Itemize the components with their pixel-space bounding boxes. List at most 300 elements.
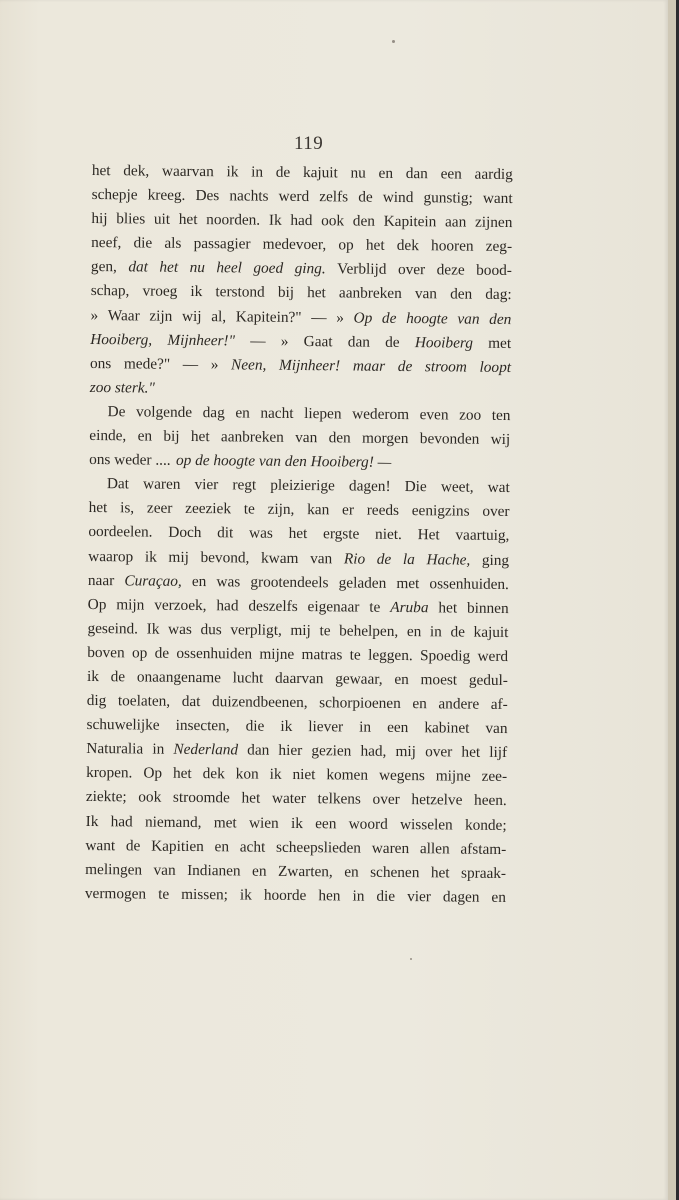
word: water	[271, 790, 306, 808]
word: dus	[200, 620, 222, 639]
word: dagen	[442, 888, 480, 906]
word: geseind.	[87, 619, 139, 638]
word: mij	[290, 621, 311, 639]
word: passagier	[193, 235, 251, 253]
word: grootendeels	[250, 573, 329, 591]
italic-word: den	[489, 310, 512, 328]
word: die	[133, 234, 153, 252]
word: den	[352, 212, 376, 230]
word: Spoedig	[419, 647, 471, 665]
word: ossenhuiden.	[429, 574, 510, 593]
word: nacht	[260, 404, 294, 422]
word: te	[158, 885, 170, 903]
italic-word: loopt	[479, 358, 512, 376]
word: zijnen	[474, 213, 513, 232]
word: zeeziek	[185, 500, 232, 518]
italic-word: Hache,	[426, 550, 471, 569]
word: met	[396, 574, 420, 592]
word: van	[153, 861, 176, 879]
word: die	[376, 887, 396, 905]
word: Naturalia	[86, 740, 144, 758]
word: weet,	[440, 478, 474, 496]
word: in	[352, 887, 365, 905]
word: ik	[144, 548, 157, 566]
word: dagen!	[348, 477, 391, 496]
word: te	[243, 500, 255, 518]
word: uit	[153, 210, 171, 228]
word: ook	[138, 788, 162, 807]
word: gezien	[311, 742, 352, 760]
word: geladen	[338, 573, 387, 592]
word: neef,	[91, 234, 122, 252]
word: woord	[348, 815, 388, 833]
word: mijne	[435, 767, 471, 786]
italic-text-run: op de hoogte van den Hooiberg! —	[175, 451, 392, 472]
word: eenigzins	[411, 502, 470, 520]
word: en	[137, 427, 153, 445]
word: een	[440, 165, 462, 183]
word: ergste	[323, 525, 360, 543]
text-line	[85, 882, 506, 910]
word: het	[438, 599, 458, 617]
word: van	[414, 285, 438, 303]
word: een	[315, 814, 337, 832]
word: volgende	[135, 403, 193, 421]
italic-word: nu	[189, 259, 206, 277]
word: werd	[477, 647, 509, 665]
word: want	[482, 189, 513, 208]
word: te	[349, 646, 361, 664]
word: waren	[142, 475, 181, 494]
word: leggen.	[368, 646, 413, 664]
italic-word: heel	[216, 259, 242, 277]
word: de	[358, 188, 373, 206]
word: kon	[235, 765, 259, 783]
word: lucht	[232, 669, 264, 687]
word: schuwelijke	[86, 716, 160, 734]
italic-word: Hooiberg	[414, 333, 474, 352]
word: wien	[248, 814, 279, 832]
word: wat	[487, 479, 510, 497]
word: dek	[396, 237, 419, 255]
word: —	[182, 355, 199, 373]
word: al,	[211, 307, 227, 325]
word: mij	[168, 548, 189, 566]
word: zeg-	[485, 238, 513, 256]
word: het	[307, 284, 326, 302]
word: was	[168, 620, 192, 638]
word: dan	[405, 165, 428, 183]
word: toelaten,	[117, 692, 171, 710]
word: acht	[239, 838, 266, 856]
word: —	[250, 332, 266, 350]
word: Op	[143, 764, 163, 783]
word: telkens	[317, 790, 362, 809]
word: het	[91, 161, 111, 180]
word: en	[394, 670, 409, 689]
word: te	[369, 598, 381, 616]
word: vier	[194, 476, 219, 494]
word: dig	[86, 692, 107, 710]
word: Kapitien	[151, 837, 204, 855]
word: de	[110, 668, 126, 686]
text-line	[90, 304, 511, 332]
word: terstond	[215, 283, 265, 302]
word: schepje	[91, 186, 138, 204]
word: wij	[181, 307, 202, 325]
word: allen	[419, 839, 450, 858]
word: op	[131, 644, 148, 662]
word: Des	[195, 187, 220, 205]
word: wisselen	[399, 815, 453, 834]
word: kajuit	[302, 164, 338, 182]
word: en	[214, 837, 230, 855]
word: ging	[481, 551, 510, 569]
word: ook	[321, 212, 345, 230]
word: aardig	[474, 165, 513, 184]
word: »	[90, 306, 99, 324]
word: blies	[116, 210, 146, 228]
italic-word: de	[397, 357, 413, 375]
word: mijn	[116, 595, 145, 614]
word: liepen	[304, 404, 342, 423]
word: Die	[404, 478, 427, 496]
word: had,	[360, 742, 387, 761]
word: dat	[181, 692, 201, 711]
word: mede?"	[123, 355, 171, 373]
word: had	[216, 596, 239, 615]
word: nu	[350, 164, 366, 182]
italic-text-run: zoo sterk."	[89, 378, 155, 397]
word: onaangename	[136, 668, 222, 687]
word: afstam-	[460, 840, 507, 858]
word: Dat	[106, 475, 130, 493]
word: was	[216, 572, 241, 591]
page-number: 119	[294, 133, 324, 154]
word: dek	[202, 765, 225, 783]
word: deze	[436, 261, 465, 279]
word: Op	[87, 595, 107, 613]
word: mijne	[259, 645, 295, 663]
word: den	[450, 285, 473, 304]
word: waren	[371, 839, 410, 857]
word: het	[172, 765, 192, 783]
word: vroeg	[142, 282, 178, 301]
italic-word: Rio	[343, 549, 366, 568]
text-line	[86, 713, 507, 741]
word: even	[419, 406, 449, 424]
word: ik	[280, 717, 293, 736]
word: Kapitein	[383, 212, 437, 231]
word: die	[245, 717, 265, 735]
word: vaartuig,	[455, 526, 510, 545]
word: de	[450, 623, 466, 641]
italic-word: van	[457, 310, 480, 328]
word: scheepslieden	[275, 838, 362, 857]
text-line	[87, 617, 508, 645]
word: stroomde	[172, 789, 230, 807]
word: wij	[490, 430, 511, 449]
word: verpligt,	[230, 621, 282, 639]
italic-word: la	[402, 550, 415, 568]
word: te	[319, 621, 331, 640]
text-line	[88, 569, 509, 597]
word: gewaar,	[335, 670, 383, 688]
word: dag:	[485, 286, 512, 304]
word: was	[249, 524, 273, 543]
word: hetzelve	[411, 791, 463, 810]
word: De	[107, 403, 126, 421]
italic-word: stroom	[424, 357, 467, 376]
word: ons	[89, 354, 112, 372]
italic-word: Curaçao,	[124, 571, 182, 590]
word: dek,	[123, 162, 150, 180]
word: schap,	[90, 282, 130, 300]
word: af-	[490, 695, 508, 714]
word: en	[235, 404, 250, 422]
word: moest	[420, 671, 458, 689]
word: »	[336, 308, 344, 326]
word: oordeelen.	[88, 523, 153, 542]
word: schorpioenen	[319, 694, 401, 713]
text-line	[86, 810, 507, 838]
word: »	[210, 355, 219, 373]
word: den	[328, 429, 351, 447]
word: en	[344, 863, 359, 881]
word: wind	[382, 188, 414, 207]
word: zijn	[149, 307, 173, 325]
word: met	[488, 334, 512, 352]
word: komen	[326, 766, 369, 785]
italic-word: Nederland	[173, 741, 239, 759]
word: en	[191, 572, 207, 590]
word: bevonden	[419, 430, 480, 448]
word: hij	[91, 210, 108, 228]
text-line	[89, 400, 510, 428]
word: Het	[417, 526, 440, 544]
word: over	[425, 743, 453, 761]
word: ik	[190, 283, 203, 301]
word: regt	[232, 476, 257, 494]
word: verzoek,	[154, 596, 207, 614]
word: lijf	[489, 744, 508, 762]
word: zee-	[481, 768, 508, 786]
word: pleizierige	[270, 476, 335, 495]
italic-word: ging.	[294, 260, 326, 278]
word: Waar	[107, 306, 140, 325]
word: kan	[307, 501, 330, 519]
word: ik	[86, 667, 100, 686]
italic-word: goed	[253, 259, 284, 278]
word: ossenhuiden	[176, 644, 253, 663]
word: einde,	[89, 427, 127, 445]
word: en	[378, 164, 394, 182]
italic-word: Hooiberg,	[90, 330, 153, 349]
italic-word: de	[376, 550, 392, 568]
word: had	[110, 812, 133, 830]
word: het	[430, 864, 450, 882]
word: wederom	[352, 405, 410, 423]
word: kreeg.	[147, 186, 186, 204]
word: dag	[202, 404, 225, 422]
word: deszelfs	[248, 597, 298, 615]
word: Ik	[85, 812, 99, 830]
text-run: ons weder ....	[89, 451, 171, 469]
word: kabinet	[424, 719, 470, 737]
word: binnen	[466, 599, 509, 617]
word: kwam	[260, 549, 299, 567]
word: werd	[278, 187, 310, 206]
word: missen;	[181, 885, 229, 904]
word: andere	[438, 695, 480, 713]
word: in	[359, 718, 372, 736]
word: konde;	[464, 816, 507, 834]
word: dit	[217, 524, 234, 542]
italic-word: Op	[353, 309, 373, 327]
word: ik	[290, 814, 303, 832]
word: noorden.	[206, 211, 261, 229]
word: aanbreken	[220, 428, 284, 446]
word: Indianen	[187, 861, 241, 880]
word: niet	[292, 766, 316, 784]
word: aanbreken	[338, 284, 402, 303]
word: de	[125, 836, 141, 855]
word: kajuit	[473, 623, 509, 641]
word: zijn,	[267, 501, 295, 519]
text-line	[91, 207, 512, 235]
word: hooren	[431, 237, 474, 255]
word: zelfs	[319, 188, 349, 206]
word: niet.	[375, 526, 402, 544]
word: Kapitein?"	[235, 307, 302, 326]
word: het	[88, 499, 108, 517]
word: over	[397, 261, 426, 279]
italic-word: Mijnheer!	[278, 356, 341, 375]
body-text	[85, 159, 513, 910]
word: medevoer,	[262, 235, 327, 254]
word: een	[387, 719, 409, 737]
word: Ik	[268, 211, 282, 230]
word: gen,	[90, 258, 117, 276]
word: wegens	[378, 767, 425, 785]
italic-word: maar	[352, 357, 386, 375]
italic-word: hoogte	[406, 309, 448, 327]
word: de	[154, 644, 170, 662]
italic-word: Mijnheer!"	[167, 331, 236, 350]
word: ziekte;	[85, 788, 127, 806]
word: van	[310, 549, 333, 567]
word: daarvan	[274, 669, 324, 688]
word: waarop	[88, 547, 134, 565]
word: de	[385, 333, 400, 351]
word: bij	[163, 427, 180, 445]
word: ik	[226, 163, 239, 181]
word: bij	[277, 284, 295, 302]
word: zoo	[459, 406, 482, 424]
word: het	[241, 789, 261, 808]
word: want	[85, 836, 116, 854]
paper-speck	[392, 40, 395, 43]
word: in	[251, 163, 264, 181]
word: over	[372, 791, 400, 809]
word: boven	[87, 643, 125, 662]
italic-word: Neen,	[231, 356, 267, 374]
word: reeds	[366, 501, 400, 520]
word: bevond,	[200, 548, 250, 567]
word: als	[164, 234, 182, 253]
word: had	[290, 212, 313, 230]
word: zeer	[146, 499, 173, 518]
word: bood-	[476, 262, 512, 280]
italic-word: het	[159, 259, 179, 277]
word: —	[311, 308, 327, 326]
word: de	[275, 163, 291, 181]
word: spraak-	[460, 864, 507, 882]
word: hier	[278, 742, 303, 760]
word: met	[213, 813, 237, 831]
italic-word: dat	[128, 258, 149, 276]
word: vier	[407, 887, 432, 906]
word: en	[412, 695, 427, 713]
word: en	[491, 888, 507, 906]
word: eigenaar	[307, 597, 360, 616]
word: en	[252, 862, 267, 880]
word: en	[406, 622, 422, 640]
word: het	[190, 427, 210, 446]
word: hen	[318, 887, 341, 905]
word: waarvan	[161, 162, 214, 181]
word: ik	[269, 766, 282, 784]
word: melingen	[85, 860, 143, 879]
word: Ik	[146, 620, 160, 638]
word: het	[288, 525, 308, 543]
word: in	[429, 623, 442, 641]
word: hoorde	[263, 886, 307, 904]
word: over	[482, 503, 510, 521]
word: Doch	[168, 524, 202, 542]
word: niemand,	[144, 813, 202, 831]
word: dan	[247, 741, 270, 759]
italic-word: de	[381, 309, 397, 327]
word: matras	[301, 645, 343, 664]
word: nachts	[229, 187, 269, 205]
word: Zwarten,	[277, 862, 333, 881]
word: morgen	[361, 429, 409, 448]
word: behelpen,	[339, 622, 399, 640]
paper-speck	[410, 958, 412, 960]
word: op	[338, 236, 354, 254]
word: van	[485, 719, 508, 738]
word: het	[178, 211, 198, 229]
word: dan	[347, 333, 371, 351]
word: er	[341, 501, 355, 519]
word: ten	[491, 406, 511, 424]
word: »	[280, 332, 289, 350]
word: ik	[239, 886, 252, 904]
word: naar	[87, 571, 115, 589]
word: in	[152, 740, 165, 758]
word: gedul-	[468, 671, 509, 689]
word: heen.	[474, 792, 507, 810]
word: insecten,	[175, 716, 230, 735]
word: is,	[120, 499, 135, 517]
word: schenen	[370, 863, 420, 881]
italic-word: Aruba	[390, 598, 429, 616]
word: mij	[395, 743, 417, 761]
word: kropen.	[86, 764, 133, 782]
word: liever	[308, 718, 344, 736]
word: het	[461, 743, 481, 762]
